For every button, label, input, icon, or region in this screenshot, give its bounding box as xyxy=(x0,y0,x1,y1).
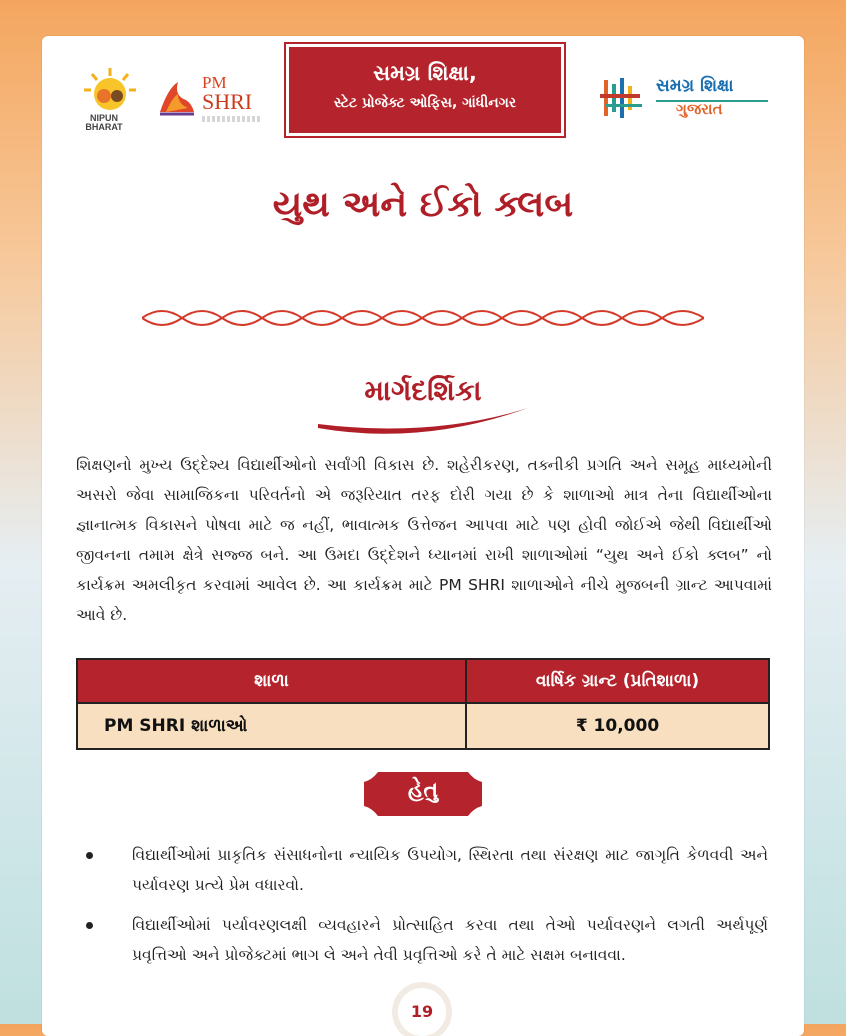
intro-paragraph: શિક્ષણનો મુખ્ય ઉદ્દેશ્ય વિદ્યાર્થીઓનો સર્વાંગી વિકાસ છે. શહેરીકરણ, તક્નીકી પ્રગતિ અને સમૂહ માધ્યમોની અસરો જેવા સામાજિકના પરિવર્તનો એ જરૂરિયાત તરફ દોરી ગયા છે કે શાળાઓ માત્ર તેના વિદ્યાર્થીઓના જ્ઞાનાત્મક વિકાસને પોષવા માટે જ નહીં, ભાવાત્મક ઉત્તેજન આપવા માટે પણ હોવી જોઈએ જેથી વિદ્યાર્થીઓ જીવનના તમામ ક્ષેત્રે સજ્જ બને. આ ઉમદા ઉદ્દેશને ધ્યાનમાં રાખી શાળાઓમાં “યુથ અને ઈકો ક્લબ” નો કાર્યક્રમ અમલીકૃત કરવામાં આવેલ છે. આ કાર્યક્રમ માટે PM SHRI શાળાઓને નીચે મુજબની ગ્રાન્ટ આપવામાં આવે છે. xyxy=(76,456,772,624)
table-header-grant: વાર્ષિક ગ્રાન્ટ (પ્રતિશાળા) xyxy=(466,659,769,703)
nipun-logo-text: NIPUN BHARAT xyxy=(85,113,123,132)
bullet-icon xyxy=(86,922,93,929)
pm-text: PM xyxy=(202,73,227,92)
purpose-point-2: વિદ્યાર્થીઓમાં પર્યાવરણલક્ષી વ્યવહારને પ્રોત્સાહિત કરવા તથા તેઓ પર્યાવરણને લગતી અર્થપૂર્ણ પ્રવૃત્તિઓ અને પ્રોજેક્ટમાં ભાગ લે અને તેવી પ્રવૃત્તિઓ કરે તે માટે સક્ષમ બનાવવા. xyxy=(132,916,768,964)
flame-icon xyxy=(156,78,198,118)
logo-tagline-decoration xyxy=(202,116,262,122)
page-number: 19 xyxy=(398,988,446,1036)
ss-logo-line2: ગુજરાત xyxy=(676,100,723,118)
ss-logo-line1: સમગ્ર શિક્ષા xyxy=(656,76,734,96)
document-page xyxy=(42,36,804,1036)
list-item xyxy=(76,840,768,900)
purpose-list xyxy=(76,840,768,980)
bars-icon xyxy=(600,76,648,120)
bullet-icon xyxy=(86,852,93,859)
samagra-shiksha-gujarat-logo xyxy=(600,72,768,128)
list-item xyxy=(76,910,768,970)
table-header-row xyxy=(77,659,769,703)
table-row xyxy=(77,703,769,749)
sun-icon xyxy=(80,66,140,114)
page-title: યુથ અને ઈકો ક્લબ xyxy=(272,184,574,225)
table-header-school: શાળા xyxy=(77,659,466,703)
table-cell-grant: ₹ 10,000 xyxy=(466,703,769,749)
table-cell-school: PM SHRI શાળાઓ xyxy=(77,703,466,749)
header-title-line1: સમગ્ર શિક્ષા, xyxy=(373,61,477,85)
section-heading-guidelines: માર્ગદર્શિકા xyxy=(364,374,482,407)
purpose-heading: હેતુ xyxy=(407,778,439,803)
header-title-box xyxy=(286,44,564,136)
nipun-bharat-logo xyxy=(74,66,152,132)
shri-text: SHRI xyxy=(202,89,253,114)
ornament-divider xyxy=(142,304,704,332)
grant-table xyxy=(76,658,770,750)
header-title-line2: સ્ટેટ પ્રોજેક્ટ ઓફિસ, ગાંધીનગર xyxy=(333,95,517,111)
purpose-point-1: વિદ્યાર્થીઓમાં પ્રાકૃતિક સંસાધનોના ન્યાયિક ઉપયોગ, સ્થિરતા તથા સંરક્ષણ માટ જાગૃતિ કેળવવી અને પર્યાવરણ પ્રત્યે પ્રેમ વધારવો. xyxy=(132,846,768,894)
pm-shri-logo xyxy=(156,74,276,124)
